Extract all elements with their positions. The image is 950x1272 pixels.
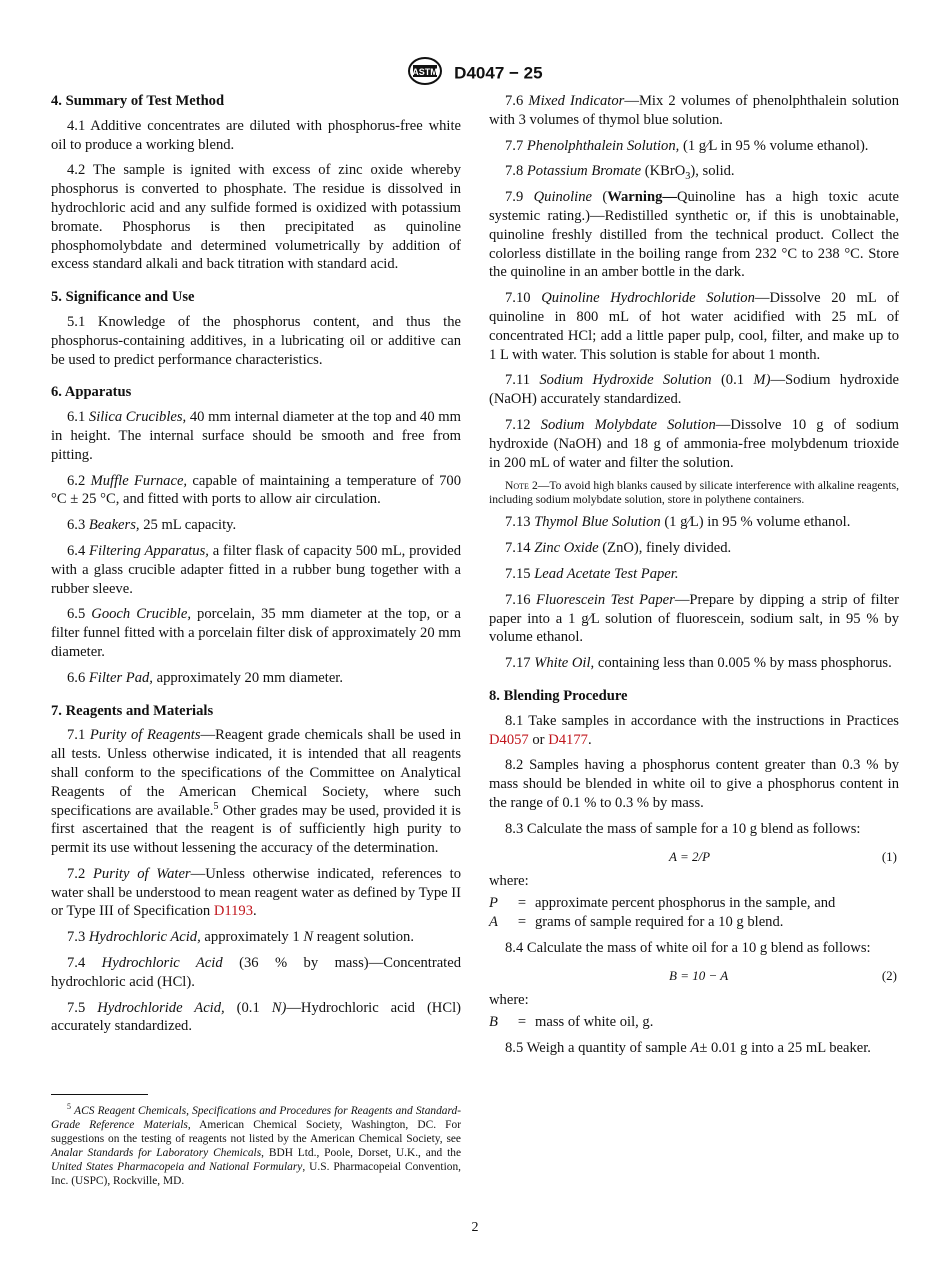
paragraph-7-2: 7.2 Purity of Water—Unless otherwise indicated, references to water shall be understood to mean reagent water as defined by Type II or Type III of Specification D1193. xyxy=(51,865,462,920)
paragraph-7-12: 7.12 Sodium Molybdate Solution—Dissolve 10 g of sodium hydroxide (NaOH) and 18 g of ammonia-free molybdenum trioxide in 200 mL of water and filter the solution. xyxy=(489,416,899,471)
paragraph-7-15: 7.15 Lead Acetate Test Paper. xyxy=(505,565,679,582)
where-label-1: where: xyxy=(489,872,529,889)
paragraph-7-4: 7.4 Hydrochloric Acid (36 % by mass)—Concentrated hydrochloric acid (HCl). xyxy=(51,955,462,990)
paragraph-6-4: 6.4 Filtering Apparatus, a filter flask of capacity 500 mL, provided with a glass crucible adapter fitted in a rubber bung together with a rubber sleeve. xyxy=(51,542,461,597)
paragraph-6-2: 6.2 Muffle Furnace, capable of maintaining a temperature of 700 °C ± 25 °C, and fitted with ports to allow air circulation. xyxy=(51,472,461,508)
footnote-divider xyxy=(51,1094,148,1095)
paragraph-7-17: 7.17 White Oil, containing less than 0.005 % by mass phosphorus. xyxy=(505,655,892,672)
paragraph-7-8: 7.8 Potassium Bromate (KBrO$_3$), solid. xyxy=(505,163,735,183)
paragraph-5-1: 5.1 Knowledge of the phosphorus content, and thus the phosphorus-containing additives, in a lubricating oil or additive can be used to predict performance characteristics. xyxy=(51,313,461,368)
page-header xyxy=(0,56,950,91)
page-number: 2 xyxy=(471,1220,479,1235)
paragraph-7-9: 7.9 Quinoline (Warning—Quinoline has a high toxic acute systemic rating.)—Redistilled synthetic or, if this is unobtainable, quinoline freshly distilled from the technical product. Collect the colorless distillate in the boiling range from 232 °C to 238 °C. Store the quinoline in an amber bottle in the dark. xyxy=(489,189,900,281)
paragraph-6-1: 6.1 Silica Crucibles, 40 mm internal diameter at the top and 40 mm in height. The internal surface should be smooth and free from pitting. xyxy=(51,409,462,463)
section-7-heading: 7. Reagents and Materials xyxy=(51,702,214,719)
equation-1 xyxy=(489,846,899,868)
footnote-5: $^5$ ACS Reagent Chemicals, Specifications and Procedures for Reagents and Standard-Grade Reference Materials, American Chemical Society, Washington, DC. For suggestions on the testing of reagents not listed by the American Chemical Society, see Analar Standards for Laboratory Chemicals, BDH Ltd., Poole, Dorset, U.K., and the United States Pharmacopeia and National Formulary, U.S. Pharmacopeial Convention, Inc. (USPC), Rockville, MD. xyxy=(51,1102,462,1188)
variable-definition-a: A = grams of sample required for a 10 g blend. xyxy=(489,914,784,931)
link-d4177[interactable]: D4177 xyxy=(548,731,588,748)
section-4-heading: 4. Summary of Test Method xyxy=(51,93,225,109)
paragraph-6-3: 6.3 Beakers, 25 mL capacity. xyxy=(67,517,237,534)
variable-definition-p: P = approximate percent phosphorus in the sample, and xyxy=(489,895,836,912)
paragraph-6-6: 6.6 Filter Pad, approximately 20 mm diameter. xyxy=(67,669,344,686)
paragraph-6-5: 6.5 Gooch Crucible, porcelain, 35 mm diameter at the top, or a filter funnel fitted with a porcelain filter disk of approximately 20 mm diameter. xyxy=(51,606,462,660)
equation-1-number: (1) xyxy=(881,848,897,864)
document-number: D4047 − 25 xyxy=(454,63,543,83)
left-column xyxy=(51,92,461,1043)
paragraph-4-2: 4.2 The sample is ignited with excess of zinc oxide whereby phosphorus is converted to phosphate. The residue is dissolved in hydrochloric acid and any sulfide formed is oxidized with potassium bromate. Phosphorus is then precipitated as quinoline phosphomolybdate and determined volumetrically by addition of excess standard alkali and back titration with standard acid. xyxy=(51,162,461,273)
paragraph-7-6: 7.6 Mixed Indicator—Mix 2 volumes of phenolphthalein solution with 3 volumes of thymol blue solution. xyxy=(489,93,899,128)
equation-2-number: (2) xyxy=(881,967,897,983)
astm-logo-icon xyxy=(407,56,443,91)
paragraph-8-4: 8.4 Calculate the mass of white oil for a 10 g blend as follows: xyxy=(505,939,871,956)
paragraph-7-5: 7.5 Hydrochloride Acid, (0.1 N)—Hydrochloric acid (HCl) accurately standardized. xyxy=(51,999,461,1035)
paragraph-8-1: 8.1 Take samples in accordance with the instructions in Practices D4057 or D4177. xyxy=(489,712,899,748)
equation-2-expression: B = 10 − A xyxy=(669,967,729,983)
footnote-marker: 5 xyxy=(67,1102,71,1112)
equation-1-expression: A = 2/P xyxy=(669,848,711,864)
paragraph-7-10: 7.10 Quinoline Hydrochloride Solution—Dissolve 20 mL of quinoline in 800 mL of hot water acidified with 25 mL of concentrated HCl; add a little paper pulp, cool, filter, and make up to 1 L with water. This solution is stable for about 1 month. xyxy=(489,290,900,363)
equation-2 xyxy=(489,965,899,987)
section-8-heading: 8. Blending Procedure xyxy=(489,687,628,704)
footnote-ref-5[interactable]: 5 xyxy=(213,800,219,812)
paragraph-7-13: 7.13 Thymol Blue Solution (1 g⁄L) in 95 % volume ethanol. xyxy=(505,514,851,531)
svg-text:ASTM: ASTM xyxy=(412,67,439,77)
paragraph-4-1: 4.1 Additive concentrates are diluted with phosphorus-free white oil to produce a working blend. xyxy=(51,117,461,153)
note-2: Note 2—To avoid high blanks caused by silicate interference with alkaline reagents, including sodium molybdate solution, store in polythene containers. xyxy=(489,479,899,507)
paragraph-7-14: 7.14 Zinc Oxide (ZnO), finely divided. xyxy=(505,540,732,557)
paragraph-8-2: 8.2 Samples having a phosphorus content greater than 0.3 % by mass should be blended in white oil to give a phosphorus content in the range of 0.1 % to 0.3 % by mass. xyxy=(489,757,899,811)
paragraph-8-5: 8.5 Weigh a quantity of sample A± 0.01 g into a 25 mL beaker. xyxy=(505,1040,871,1057)
paragraph-7-3: 7.3 Hydrochloric Acid, approximately 1 N reagent solution. xyxy=(67,929,414,946)
paragraph-7-7: 7.7 Phenolphthalein Solution, (1 g⁄L in 95 % volume ethanol). xyxy=(505,137,869,154)
paragraph-8-3: 8.3 Calculate the mass of sample for a 10 g blend as follows: xyxy=(505,820,861,837)
paragraph-7-11: 7.11 Sodium Hydroxide Solution (0.1 M)—Sodium hydroxide (NaOH) accurately standardized. xyxy=(489,372,899,408)
section-5-heading: 5. Significance and Use xyxy=(51,289,195,306)
link-d4057[interactable]: D4057 xyxy=(489,731,529,748)
link-d1193[interactable]: D1193 xyxy=(213,903,254,920)
paragraph-7-1: 7.1 Purity of Reagents—Reagent grade chemicals shall be used in all tests. Unless otherwise indicated, it is intended that all reagents shall conform to the specifications of the Committee on Analytical Reagents of the American Chemical Society, where such specifications are available.$^5$ Other grades may be used, provided it is first ascertained that the reagent is of sufficiently high purity to permit its use without lessening the accuracy of the determination. xyxy=(51,727,461,857)
right-column xyxy=(489,92,899,1065)
where-label-2: where: xyxy=(489,991,529,1008)
paragraph-7-16: 7.16 Fluorescein Test Paper—Prepare by dipping a strip of filter paper into a 1 g⁄L solution of fluorescein, sodium salt, in 95 % by volume ethanol. xyxy=(489,591,899,646)
section-6-heading: 6. Apparatus xyxy=(51,384,132,401)
variable-definition-b: B = mass of white oil, g. xyxy=(489,1014,654,1031)
